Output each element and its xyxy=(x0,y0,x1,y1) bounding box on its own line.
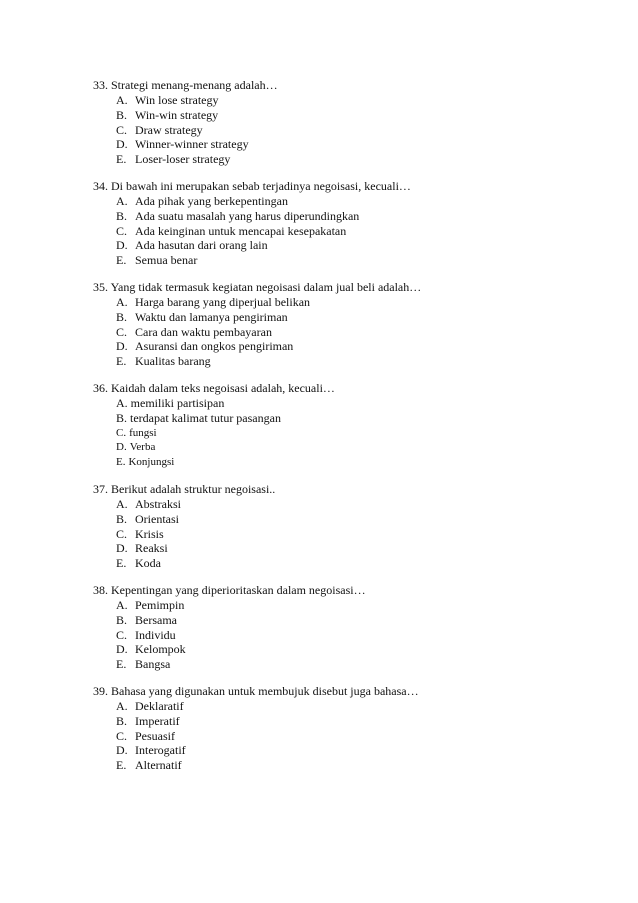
option-b xyxy=(93,512,593,527)
option-text: Ada hasutan dari orang lain xyxy=(135,238,268,253)
option-letter: E. xyxy=(116,152,127,167)
option-letter: A. xyxy=(116,193,128,208)
option-e xyxy=(93,556,593,571)
option-text: Individu xyxy=(135,627,176,642)
option-d xyxy=(93,238,593,253)
option-text: Win lose strategy xyxy=(135,93,219,107)
option-letter: B. xyxy=(116,107,128,122)
question-number: 35. xyxy=(93,279,108,294)
option-text: Orientasi xyxy=(135,511,179,526)
option-d xyxy=(93,339,593,354)
question-38 xyxy=(93,583,593,672)
question-stem xyxy=(93,583,593,598)
option-letter: D. xyxy=(116,137,128,152)
option-letter: A. xyxy=(116,496,128,511)
option-e xyxy=(93,758,593,773)
option-e xyxy=(93,152,593,167)
question-text: Yang tidak termasuk kegiatan negoisasi dalam jual beli adalah… xyxy=(110,279,422,294)
document-page xyxy=(93,78,593,785)
option-e xyxy=(93,455,593,470)
option-c xyxy=(93,628,593,643)
question-stem xyxy=(93,482,593,497)
option-text: Ada pihak yang berkepentingan xyxy=(135,193,288,208)
option-letter: C. xyxy=(116,627,128,642)
option-e xyxy=(93,657,593,672)
option-b xyxy=(93,411,593,426)
option-letter: A. xyxy=(116,395,128,410)
option-text: Kelompok xyxy=(135,642,186,657)
option-letter: C. xyxy=(116,324,128,339)
option-letter: B. xyxy=(116,208,128,223)
option-text: Reaksi xyxy=(135,541,168,556)
option-text: Harga barang yang diperjual belikan xyxy=(135,294,311,309)
option-c xyxy=(93,123,593,138)
option-text: Draw strategy xyxy=(135,122,203,137)
question-number: 37. xyxy=(93,481,108,496)
question-text: Berikut adalah struktur negoisasi.. xyxy=(111,481,276,496)
option-c xyxy=(93,426,593,441)
option-letter: D. xyxy=(116,743,128,758)
option-c xyxy=(93,527,593,542)
option-c xyxy=(93,325,593,340)
option-b xyxy=(93,310,593,325)
option-text: Winner-winner strategy xyxy=(135,137,249,152)
option-text: Alternatif xyxy=(135,758,182,773)
option-text: Semua benar xyxy=(135,253,198,268)
option-letter: B. xyxy=(116,410,128,425)
question-37 xyxy=(93,482,593,571)
option-a xyxy=(93,93,593,108)
option-text: Ada keinginan untuk mencapai kesepakatan xyxy=(135,223,347,238)
option-b xyxy=(93,714,593,729)
option-letter: D. xyxy=(116,642,128,657)
option-letter: C. xyxy=(116,122,128,137)
option-e xyxy=(93,354,593,369)
option-letter: D. xyxy=(116,238,128,253)
option-letter: C. xyxy=(116,426,127,439)
option-text: Bangsa xyxy=(135,657,171,672)
option-d xyxy=(93,642,593,657)
option-letter: B. xyxy=(116,713,128,728)
question-39 xyxy=(93,684,593,773)
question-text: Kaidah dalam teks negoisasi adalah, kecuali… xyxy=(111,380,335,395)
question-34 xyxy=(93,179,593,268)
question-stem xyxy=(93,78,593,93)
option-text: terdapat kalimat tutur pasangan xyxy=(130,410,281,425)
option-letter: D. xyxy=(116,441,127,454)
option-letter: E. xyxy=(116,456,126,469)
option-text: Interogatif xyxy=(135,743,186,758)
option-letter: C. xyxy=(116,728,128,743)
option-letter: C. xyxy=(116,526,128,541)
question-number: 38. xyxy=(93,582,108,597)
option-text: Win-win strategy xyxy=(135,107,219,122)
option-b xyxy=(93,209,593,224)
option-letter: B. xyxy=(116,612,128,627)
question-text: Bahasa yang digunakan untuk membujuk disebut juga bahasa… xyxy=(111,683,419,698)
option-letter: A. xyxy=(116,698,128,713)
option-letter: E. xyxy=(116,354,127,369)
option-text: Konjungsi xyxy=(128,456,175,469)
option-c xyxy=(93,224,593,239)
option-text: Waktu dan lamanya pengiriman xyxy=(135,309,288,324)
option-b xyxy=(93,613,593,628)
option-d xyxy=(93,743,593,758)
option-letter: C. xyxy=(116,223,128,238)
question-text: Kepentingan yang diperioritaskan dalam negoisasi… xyxy=(111,582,366,597)
question-stem xyxy=(93,179,593,194)
option-d xyxy=(93,137,593,152)
option-text: Ada suatu masalah yang harus diperundingkan xyxy=(135,208,360,223)
option-text: Deklaratif xyxy=(135,698,184,713)
question-number: 39. xyxy=(93,683,108,698)
option-a xyxy=(93,699,593,714)
question-number: 34. xyxy=(93,178,108,193)
option-text: Bersama xyxy=(135,612,177,627)
option-letter: A. xyxy=(116,597,128,612)
option-a xyxy=(93,598,593,613)
question-number: 36. xyxy=(93,380,108,395)
option-text: Cara dan waktu pembayaran xyxy=(135,324,272,339)
option-text: Kualitas barang xyxy=(135,354,211,369)
option-text: Asuransi dan ongkos pengiriman xyxy=(135,339,294,354)
option-a xyxy=(93,396,593,411)
option-a xyxy=(93,497,593,512)
option-letter: A. xyxy=(116,294,128,309)
question-stem xyxy=(93,280,593,295)
option-c xyxy=(93,729,593,744)
option-text: Pesuasif xyxy=(135,728,175,743)
option-letter: E. xyxy=(116,657,127,672)
option-text: Abstraksi xyxy=(135,496,181,511)
question-36 xyxy=(93,381,593,470)
question-33 xyxy=(93,78,593,167)
option-text: Loser-loser strategy xyxy=(135,152,231,167)
option-text: Verba xyxy=(129,441,156,454)
option-d xyxy=(93,440,593,455)
question-text: Strategi menang-menang adalah… xyxy=(111,78,278,92)
option-d xyxy=(93,541,593,556)
option-letter: E. xyxy=(116,758,127,773)
option-letter: B. xyxy=(116,309,128,324)
option-text: Koda xyxy=(135,556,161,571)
option-letter: A. xyxy=(116,93,128,107)
question-number: 33. xyxy=(93,78,108,92)
question-stem xyxy=(93,381,593,396)
option-a xyxy=(93,295,593,310)
option-a xyxy=(93,194,593,209)
option-letter: D. xyxy=(116,541,128,556)
option-text: Pemimpin xyxy=(135,597,185,612)
question-stem xyxy=(93,684,593,699)
option-e xyxy=(93,253,593,268)
option-b xyxy=(93,108,593,123)
question-text: Di bawah ini merupakan sebab terjadinya negoisasi, kecuali… xyxy=(111,178,411,193)
option-text: fungsi xyxy=(129,426,157,439)
option-letter: D. xyxy=(116,339,128,354)
option-letter: B. xyxy=(116,511,128,526)
option-text: Krisis xyxy=(135,526,164,541)
option-text: Imperatif xyxy=(135,713,180,728)
question-35 xyxy=(93,280,593,369)
option-text: memiliki partisipan xyxy=(130,395,225,410)
option-letter: E. xyxy=(116,253,127,268)
option-letter: E. xyxy=(116,556,127,571)
